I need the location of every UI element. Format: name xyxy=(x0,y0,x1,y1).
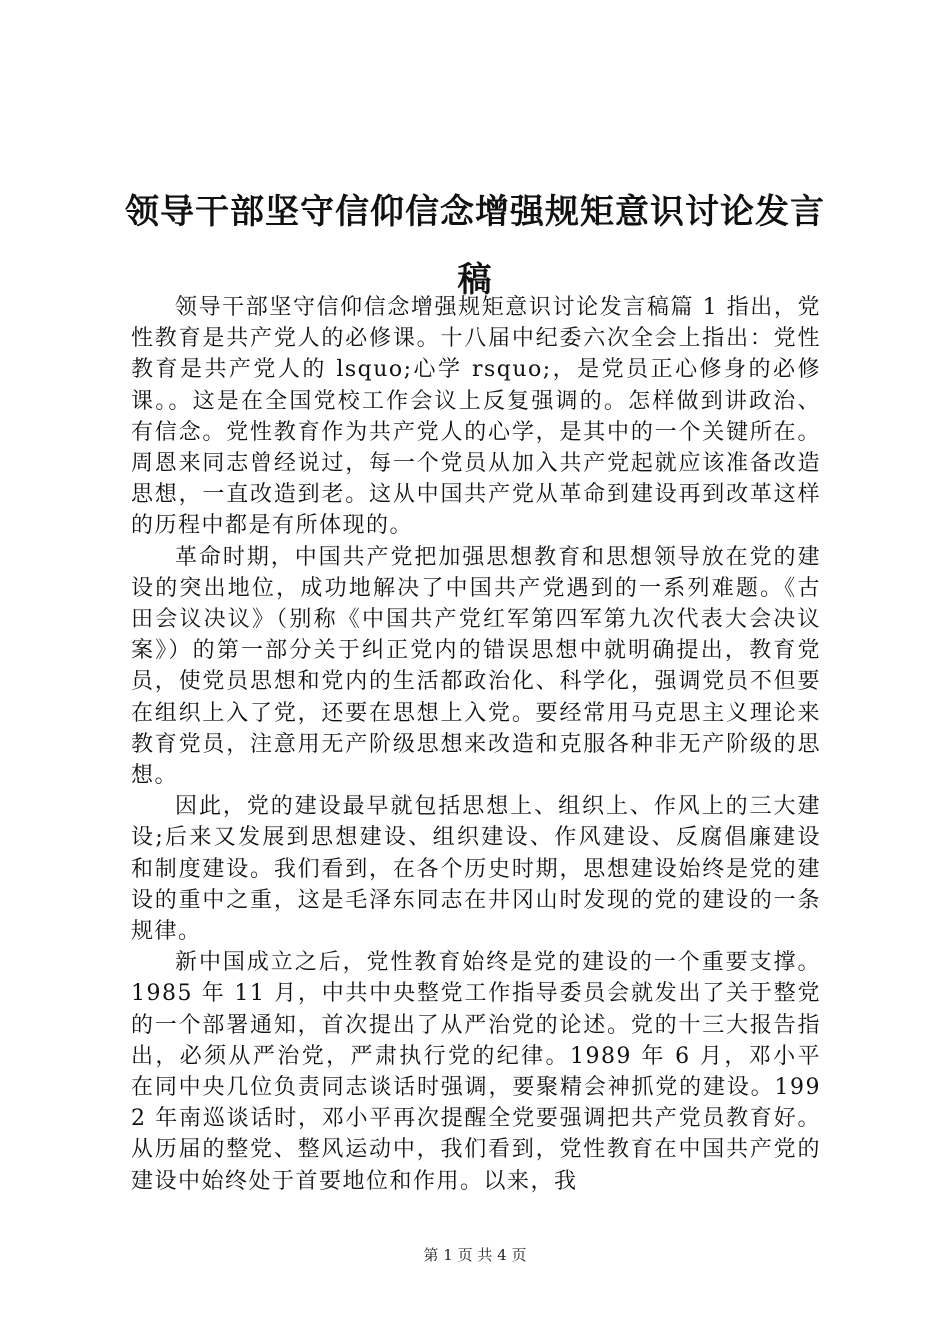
document-title: 领导干部坚守信仰信念增强规矩意识讨论发言稿 xyxy=(125,192,825,300)
paragraph: 领导干部坚守信仰信念增强规矩意识讨论发言稿篇 1 指出，党性教育是共产党人的必修课。十八届中纪委六次全会上指出：党性教育是共产党人的 lsquo;心学 rsquo;，是党员正心修身的必修课。。这是在全国党校工作会议上反复强调的。怎样做到讲政治、有信念。党性教育作为共产党人的心学，是其中的一个关键所在。周恩来同志曾经说过，每一个党员从加入共产党起就应该准备改造思想，一直改造到老。这从中国共产党从革命到建设再到改革这样的历程中都是有所体现的。 xyxy=(131,295,821,539)
paragraph: 因此，党的建设最早就包括思想上、组织上、作风上的三大建设;后来又发展到思想建设、组织建设、作风建设、反腐倡廉建设和制度建设。我们看到，在各个历史时期，思想建设始终是党的建设的重中之重，这是毛泽东同志在井冈山时发现的党的建设的一条规律。 xyxy=(131,794,821,945)
page-footer: 第 1 页 共 4 页 xyxy=(423,1246,527,1264)
paragraph: 革命时期，中国共产党把加强思想教育和思想领导放在党的建设的突出地位，成功地解决了中国共产党遇到的一系列难题。《古田会议决议》（别称《中国共产党红军第四军第九次代表大会决议案》）的第一部分关于纠正党内的错误思想中就明确提出，教育党员，使党员思想和党内的生活都政治化、科学化，强调党员不但要在组织上入了党，还要在思想上入党。要经常用马克思主义理论来教育党员，注意用无产阶级思想来改造和克服各种非无产阶级的思想。 xyxy=(131,544,821,789)
document-body xyxy=(131,292,821,1197)
paragraph: 新中国成立之后，党性教育始终是党的建设的一个重要支撑。1985 年 11 月，中共中央整党工作指导委员会就发出了关于整党的一个部署通知，首次提出了从严治党的论述。党的十三大报告指出，必须从严治党，严肃执行党的纪律。1989 年 6 月，邓小平在同中央几位负责同志谈话时强调，要聚精会神抓党的建设。1992 年南巡谈话时，邓小平再次提醒全党要强调把共产党员教育好。从历届的整党、整风运动中，我们看到，党性教育在中国共产党的建设中始终处于首要地位和作用。以来，我 xyxy=(131,950,821,1194)
